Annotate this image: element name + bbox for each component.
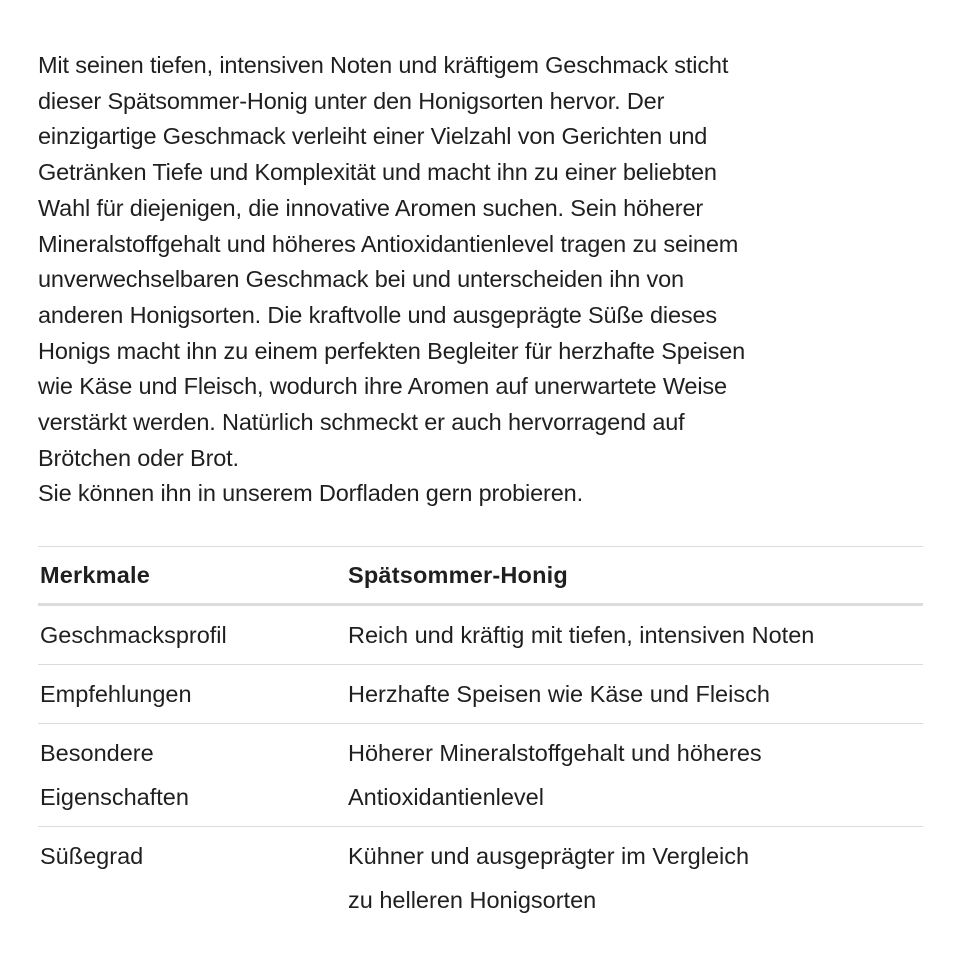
paragraph-line: Mineralstoffgehalt und höheres Antioxidantienlevel tragen zu seinem <box>38 230 739 257</box>
feature-cell <box>38 605 348 665</box>
table-row <box>38 665 923 724</box>
paragraph-line: Getränken Tiefe und Komplexität und macht ihn zu einer beliebten <box>38 159 717 186</box>
paragraph-line: wie Käse und Fleisch, wodurch ihre Aromen auf unerwartete Weise <box>38 373 727 400</box>
cell-line: Reich und kräftig mit tiefen, intensiven Noten <box>348 622 815 649</box>
cell-line: Empfehlungen <box>40 681 192 708</box>
table-header-row <box>38 547 923 605</box>
cell-line: Besondere <box>40 740 154 767</box>
description-paragraph <box>38 48 923 512</box>
feature-cell <box>38 724 348 827</box>
document-content <box>38 48 923 929</box>
paragraph-line: Honigs macht ihn zu einem perfekten Begleiter für herzhafte Speisen <box>38 337 746 364</box>
value-cell <box>348 605 923 665</box>
header-value: Spätsommer-Honig <box>348 561 568 588</box>
cell-line: Süßegrad <box>40 843 144 870</box>
paragraph-line: Sie können ihn in unserem Dorfladen gern probieren. <box>38 480 583 507</box>
value-cell <box>348 665 923 724</box>
paragraph-line: anderen Honigsorten. Die kraftvolle und ausgeprägte Süße dieses <box>38 301 718 328</box>
table-row <box>38 724 923 827</box>
cell-line: Höherer Mineralstoffgehalt und höheres <box>348 740 762 767</box>
cell-line: Antioxidantienlevel <box>348 784 544 811</box>
features-table <box>38 546 923 929</box>
cell-line: zu helleren Honigsorten <box>348 887 597 914</box>
feature-cell <box>38 827 348 930</box>
paragraph-line: verstärkt werden. Natürlich schmeckt er auch hervorragend auf <box>38 409 685 436</box>
paragraph-line: einzigartige Geschmack verleiht einer Vielzahl von Gerichten und <box>38 123 708 150</box>
table-header <box>38 547 923 605</box>
paragraph-line: unverwechselbaren Geschmack bei und unterscheiden ihn von <box>38 266 684 293</box>
table-row <box>38 827 923 930</box>
paragraph-line: Wahl für diejenigen, die innovative Aromen suchen. Sein höherer <box>38 194 704 221</box>
value-cell <box>348 827 923 930</box>
cell-line: Geschmacksprofil <box>40 622 227 649</box>
paragraph-line: Brötchen oder Brot. <box>38 444 239 471</box>
header-feature: Merkmale <box>40 561 151 588</box>
value-cell <box>348 724 923 827</box>
table-body <box>38 605 923 930</box>
paragraph-line: Mit seinen tiefen, intensiven Noten und kräftigem Geschmack sticht <box>38 52 729 78</box>
cell-line: Herzhafte Speisen wie Käse und Fleisch <box>348 681 770 708</box>
table-row <box>38 605 923 665</box>
cell-line: Kühner und ausgeprägter im Vergleich <box>348 843 750 870</box>
paragraph-line: dieser Spätsommer-Honig unter den Honigsorten hervor. Der <box>38 87 665 114</box>
feature-cell <box>38 665 348 724</box>
cell-line: Eigenschaften <box>40 784 189 811</box>
